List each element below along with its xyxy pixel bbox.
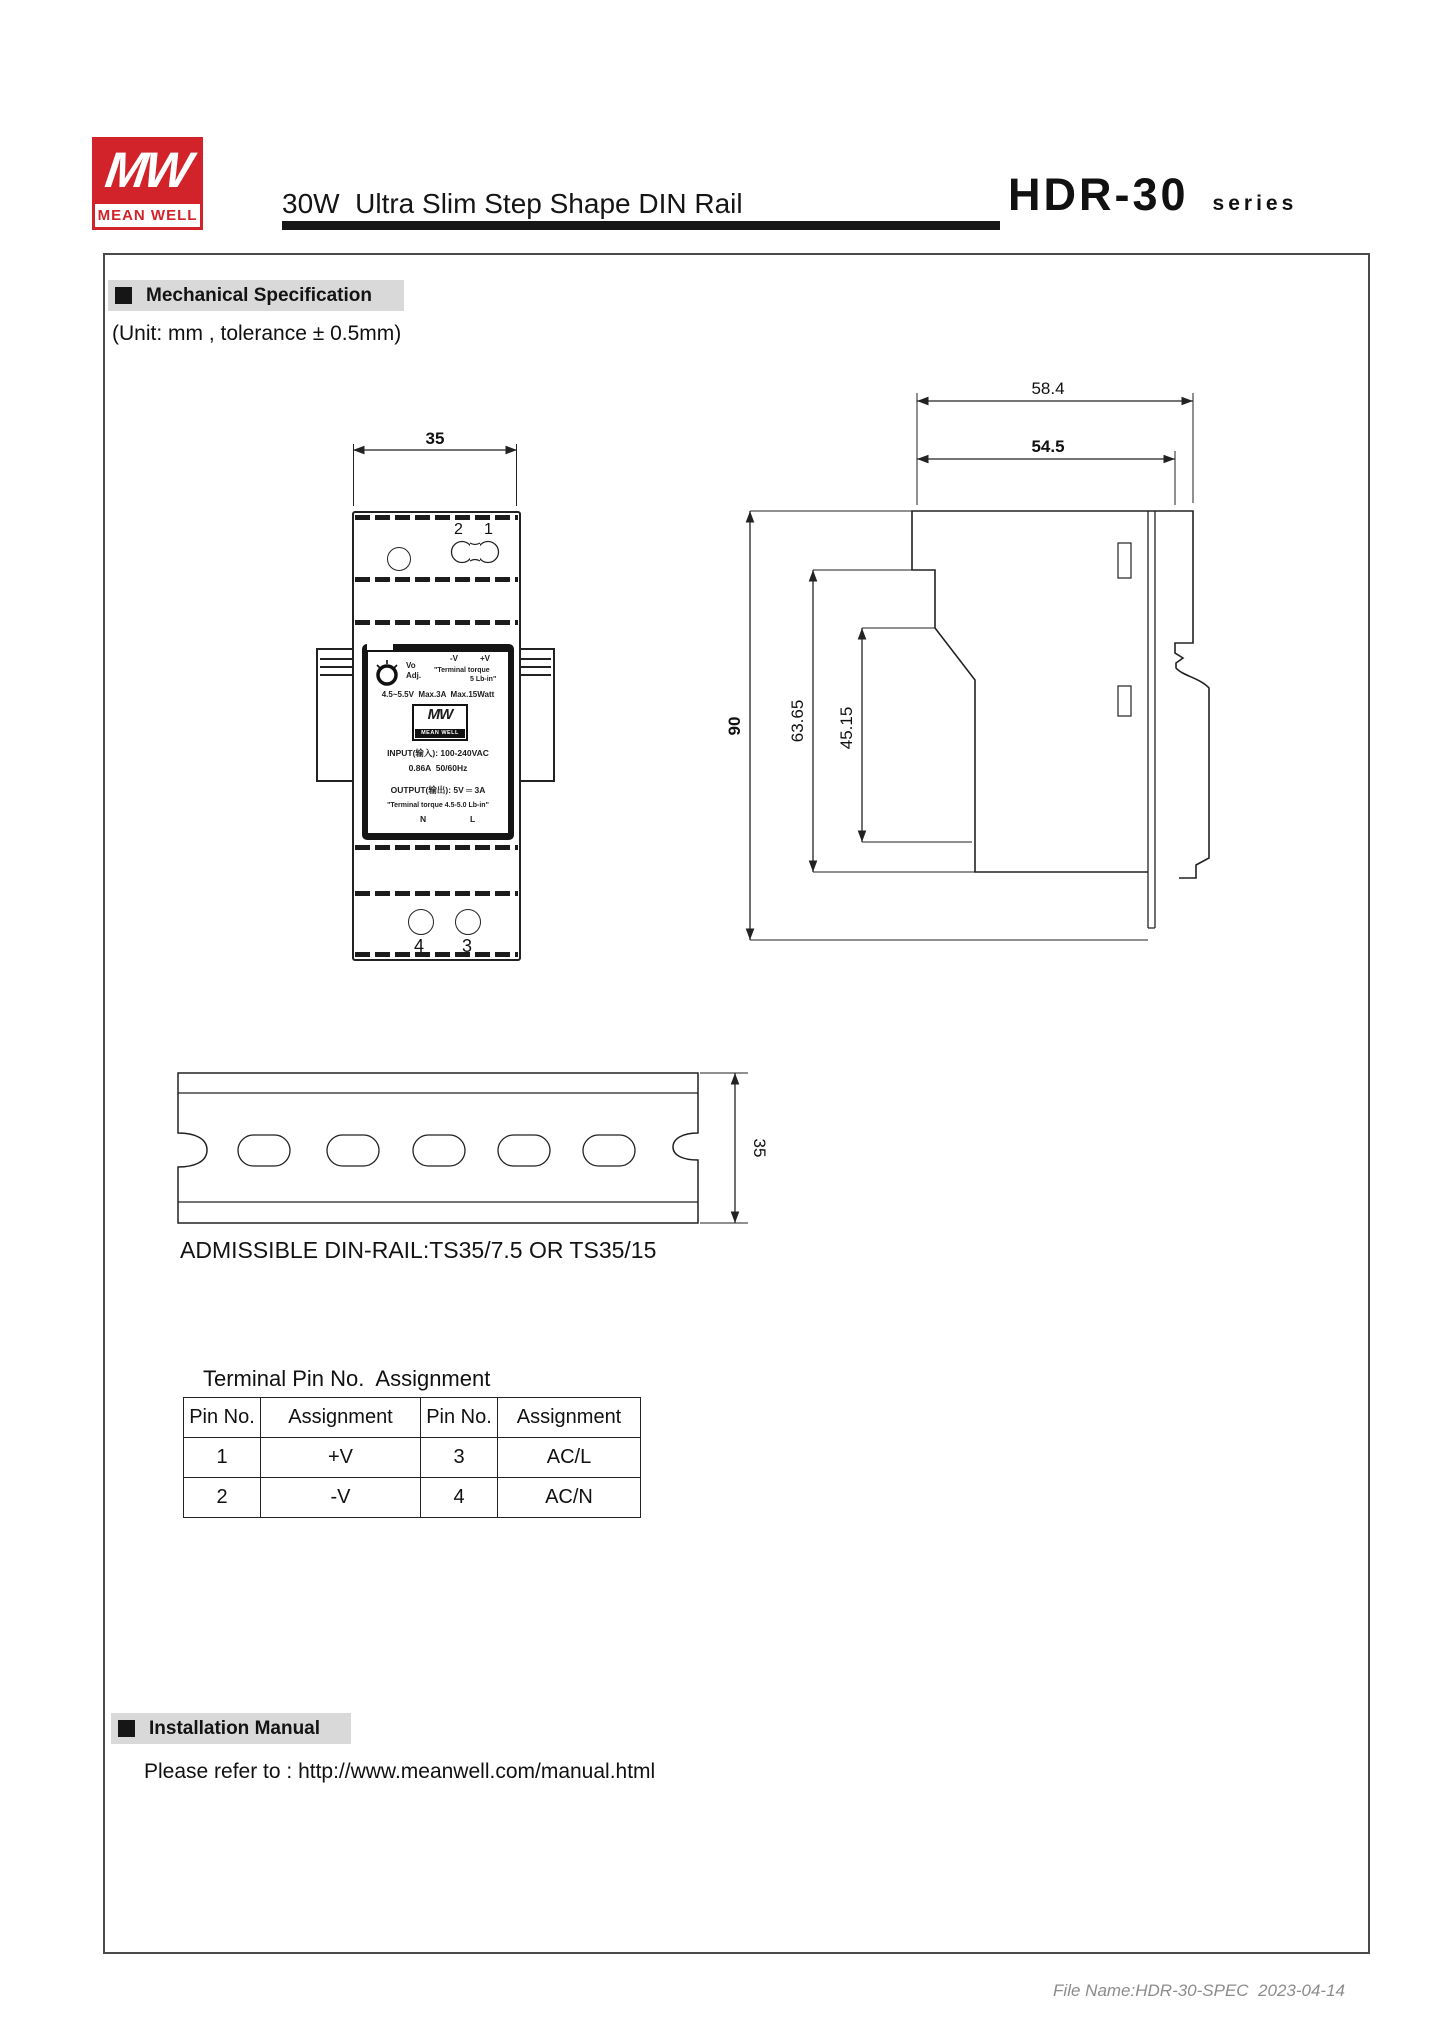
vent-band (355, 891, 518, 896)
label-ratings: 4.5~5.5V Max.3A Max.15Watt (381, 690, 495, 699)
rail-slot (498, 1135, 550, 1166)
dim-54-5-label: 54.5 (1031, 437, 1065, 456)
cell-pin: 3 (421, 1438, 498, 1478)
terminal-hole-4 (408, 909, 434, 935)
rail-slot (583, 1135, 635, 1166)
label-minus-v: -V (450, 654, 458, 663)
logo-wordmark: MEAN WELL (92, 201, 203, 230)
vent-band (355, 952, 518, 957)
col-header: Assignment (261, 1398, 421, 1438)
terminal-pair-holes (448, 537, 504, 567)
section-bullet-icon (118, 1720, 135, 1737)
product-label (362, 644, 514, 840)
section-installation-manual: Installation Manual (111, 1713, 351, 1744)
label-torque-line1: "Terminal torque (434, 667, 490, 674)
mounting-screw-hole (387, 547, 411, 571)
table-row (184, 1478, 641, 1518)
pin-4-marker: 4 (414, 936, 425, 956)
dim-45-15-label: 45.15 (837, 706, 856, 750)
dim-63-65-label: 63.65 (788, 699, 807, 743)
manual-url[interactable]: Please refer to : http://www.meanwell.com/manual.html (144, 1760, 656, 1783)
cell-pin: 2 (184, 1478, 261, 1518)
label-input-line2: 0.86A 50/60Hz (408, 763, 468, 773)
rail-dim-35-label: 35 (750, 1138, 769, 1158)
side-profile-outline (912, 511, 1209, 878)
col-header: Pin No. (184, 1398, 261, 1438)
meanwell-logo-icon (92, 137, 203, 203)
col-header: Pin No. (421, 1398, 498, 1438)
pin-1-marker: 1 (484, 521, 493, 538)
label-notch (367, 644, 393, 650)
side-view-drawing (700, 370, 1260, 960)
title-underline (282, 221, 1000, 230)
dim-extension-line (353, 444, 354, 506)
front-view-left-clip (316, 648, 356, 782)
label-adj: Adj. (406, 671, 422, 680)
front-view-width-dimension (340, 428, 530, 456)
vent-band (355, 577, 518, 582)
label-vo: Vo (406, 661, 416, 670)
pin-3-marker: 3 (462, 936, 473, 956)
cell-assignment: +V (261, 1438, 421, 1478)
vent-band (355, 620, 518, 625)
din-rail-drawing (170, 1060, 770, 1235)
series-name: HDR-30 (1008, 169, 1189, 220)
label-output-line: OUTPUT(输出): 5V ═ 3A (390, 785, 486, 795)
meanwell-logo (92, 137, 203, 230)
col-header: Assignment (498, 1398, 641, 1438)
label-plus-v: +V (480, 654, 491, 663)
front-view-unit (352, 511, 521, 961)
file-name-footer: File Name:HDR-30-SPEC 2023-04-14 (1053, 1981, 1345, 2000)
cell-assignment: AC/L (498, 1438, 641, 1478)
cell-pin: 1 (184, 1438, 261, 1478)
cell-assignment: -V (261, 1478, 421, 1518)
label-input-line1: INPUT(输入): 100-240VAC (387, 748, 489, 758)
product-label-print (368, 652, 508, 833)
cell-assignment: AC/N (498, 1478, 641, 1518)
series-title (1008, 169, 1298, 220)
dim-90-label: 90 (725, 716, 744, 736)
table-row (184, 1438, 641, 1478)
label-torque-line2: 5 Lb-in" (470, 676, 497, 683)
pin-2-marker: 2 (454, 521, 463, 538)
voltage-adjust-knob-icon (372, 658, 404, 690)
table-header-row (184, 1398, 641, 1438)
back-slot-upper (1118, 543, 1131, 578)
label-mw-logo: MW MEAN WELL (412, 704, 468, 741)
vent-band (355, 515, 518, 520)
section-bullet-icon (115, 287, 132, 304)
label-line: L (470, 814, 476, 824)
admissible-rail-caption: ADMISSIBLE DIN-RAIL:TS35/7.5 OR TS35/15 (180, 1237, 657, 1263)
rail-slot (327, 1135, 379, 1166)
section-mechanical-specification: Mechanical Specification (108, 280, 404, 311)
rail-slot (413, 1135, 465, 1166)
pin-assignment-table (183, 1397, 641, 1518)
unit-tolerance-note: (Unit: mm , tolerance ± 0.5mm) (112, 322, 402, 345)
dim-35-label: 35 (425, 429, 445, 448)
series-suffix: series (1212, 192, 1298, 215)
page-title: 30W Ultra Slim Step Shape DIN Rail (282, 188, 743, 219)
dim-extension-line (516, 444, 517, 506)
cell-pin: 4 (421, 1478, 498, 1518)
label-output-torque: "Terminal torque 4.5-5.0 Lb-in" (387, 802, 489, 809)
rail-slot (238, 1135, 290, 1166)
logo-mw-text: MW (102, 142, 193, 198)
dim-58-4-label: 58.4 (1031, 379, 1065, 398)
terminal-hole-3 (455, 909, 481, 935)
front-view-right-clip (515, 648, 555, 782)
vent-band (355, 845, 518, 850)
label-neutral: N (420, 814, 427, 824)
pin-table-title: Terminal Pin No. Assignment (203, 1366, 491, 1391)
back-slot-lower (1118, 686, 1131, 716)
back-panel-lines (1148, 511, 1155, 928)
